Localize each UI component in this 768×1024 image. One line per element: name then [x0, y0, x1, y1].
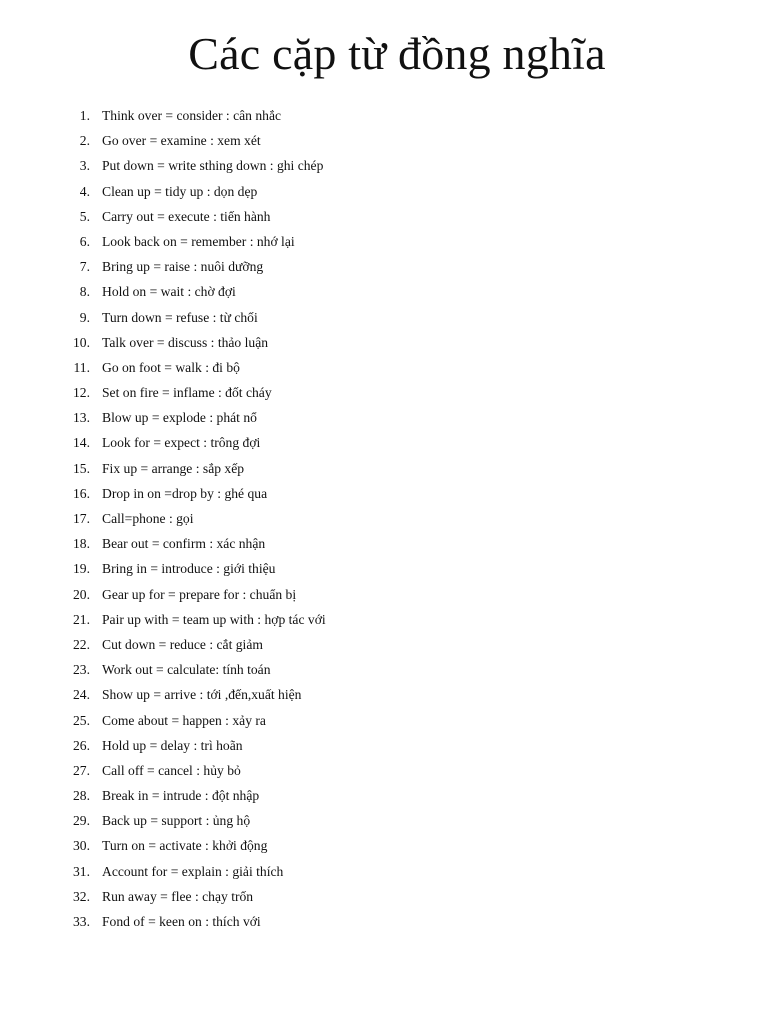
list-item-number: 4.: [79, 183, 90, 199]
list-item-text: Set on fire = inflame : đốt cháy: [102, 385, 272, 401]
list-item-text: Carry out = execute : tiến hành: [102, 208, 271, 224]
list-item-text: Bring up = raise : nuôi dưỡng: [102, 259, 264, 275]
list-item-text: Call=phone : gọi: [102, 511, 194, 526]
list-item-number: 20.: [73, 586, 90, 602]
list-item-number: 22.: [73, 636, 90, 652]
list-item-number: 32.: [73, 888, 90, 904]
list-item-number: 2.: [79, 133, 90, 149]
list-item-text: Look back on = remember : nhớ lại: [102, 233, 295, 249]
list-item-number: 3.: [79, 158, 90, 174]
list-item-text: Run away = flee : chạy trốn: [102, 888, 254, 904]
list-item-text: Account for = explain : giải thích: [102, 863, 284, 879]
list-item-number: 8.: [79, 284, 90, 300]
list-item-text: Call off = cancel : hủy bỏ: [102, 762, 241, 778]
list-item-number: 31.: [73, 863, 90, 879]
list-item-text: Bring in = introduce : giới thiệu: [102, 561, 276, 577]
list-item-number: 24.: [73, 687, 90, 703]
list-item-number: 11.: [73, 359, 90, 375]
list-item-number: 16.: [73, 485, 90, 501]
list-item-number: 27.: [73, 762, 90, 778]
list-item-number: 33.: [73, 914, 90, 929]
list-item-text: Go over = examine : xem xét: [102, 133, 261, 149]
list-item-text: Go on foot = walk : đi bộ: [102, 359, 240, 375]
list-item-number: 25.: [73, 712, 90, 728]
list-item-text: Work out = calculate: tính toán: [102, 662, 271, 678]
list-item-text: Pair up with = team up with : hợp tác với: [102, 611, 326, 627]
list-item-text: Come about = happen : xảy ra: [102, 712, 266, 728]
list-item-number: 15.: [73, 460, 90, 476]
list-item-number: 28.: [73, 788, 90, 804]
list-item-text: Bear out = confirm : xác nhận: [102, 536, 266, 552]
page-title: Các cặp từ đồng nghĩa: [188, 28, 606, 79]
list-item-text: Fond of = keen on : thích với: [102, 914, 261, 929]
list-item-number: 12.: [73, 385, 90, 401]
list-item-text: Think over = consider : cân nhắc: [102, 108, 282, 123]
list-item-number: 19.: [73, 561, 90, 577]
list-item-text: Hold up = delay : trì hoãn: [102, 737, 243, 753]
list-item-number: 14.: [73, 435, 90, 451]
list-item-text: Look for = expect : trông đợi: [102, 435, 261, 451]
list-item-text: Blow up = explode : phát nổ: [102, 410, 257, 426]
list-item-number: 1.: [79, 108, 90, 123]
list-item-text: Fix up = arrange : sắp xếp: [102, 460, 245, 476]
list-item-text: Back up = support : ủng hộ: [102, 813, 251, 829]
list-item-number: 7.: [79, 259, 90, 275]
list-item-text: Turn down = refuse : từ chối: [102, 309, 258, 325]
list-item-text: Hold on = wait : chờ đợi: [102, 284, 236, 300]
list-item-text: Talk over = discuss : thảo luận: [102, 334, 269, 350]
list-item-text: Turn on = activate : khởi động: [102, 838, 268, 854]
list-item-number: 21.: [73, 611, 90, 627]
list-item-number: 18.: [73, 536, 90, 552]
list-item-number: 17.: [73, 511, 90, 526]
list-item-number: 29.: [73, 813, 90, 829]
list-item-text: Drop in on =drop by : ghé qua: [102, 485, 268, 501]
list-item-number: 23.: [73, 662, 90, 678]
list-item-text: Cut down = reduce : cắt giảm: [102, 636, 263, 652]
list-item-text: Put down = write sthing down : ghi chép: [102, 158, 324, 174]
list-item-text: Show up = arrive : tới ,đến,xuất hiện: [102, 687, 302, 703]
list-item-number: 9.: [79, 309, 90, 325]
list-item-text: Gear up for = prepare for : chuẩn bị: [102, 586, 297, 602]
list-item-text: Break in = intrude : đột nhập: [102, 788, 260, 804]
list-item-number: 6.: [79, 233, 90, 249]
list-item-number: 5.: [79, 208, 90, 224]
list-item-number: 26.: [73, 737, 90, 753]
list-item-text: Clean up = tidy up : dọn dẹp: [102, 183, 258, 199]
list-item-number: 30.: [73, 838, 90, 854]
list-item-number: 10.: [73, 334, 90, 350]
list-item-number: 13.: [73, 410, 90, 426]
